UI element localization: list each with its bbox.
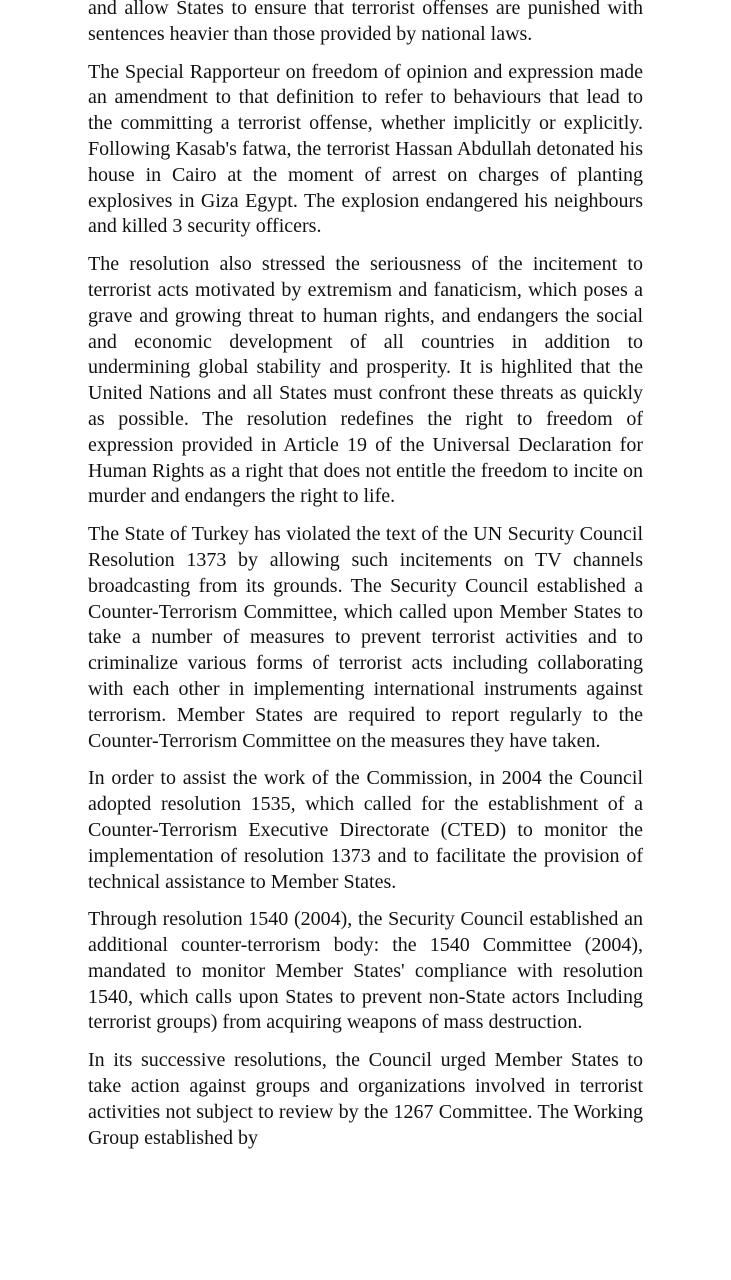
paragraph-successive-resolutions: In its successive resolutions, the Council urged Member States to take action against groups and organizations involved in terrorist activities not subject to review by the 1267 Committee. The Working Group established by [88,1049,643,1149]
document-page [88,0,643,1163]
paragraph-resolution-incitement: The resolution also stressed the seriousness of the incitement to terrorist acts motivated by extremism and fanaticism, which poses a grave and growing threat to human rights, and endangers the social and economic development of all countries in addition to undermining global stability and prosperity. It is highlited that the United Nations and all States must confront these threats as quickly as possible. The resolution redefines the right to freedom of expression provided in Article 19 of the Universal Declaration for Human Rights as a right that does not entitle the freedom to incite on murder and endangers the right to life. [88,253,643,508]
paragraph-special-rapporteur: The Special Rapporteur on freedom of opinion and expression made an amendment to that definition to refer to behaviours that lead to the committing a terrorist offense, whether implicitly or explicitly. Following Kasab's fatwa, the terrorist Hassan Abdullah detonated his house in Cairo at the moment of arrest on charges of planting explosives in Giza Egypt. The explosion endangered his neighbours and killed 3 security officers. [88,60,643,238]
paragraph-turkey-violation: The State of Turkey has violated the text of the UN Security Council Resolution 1373 by allowing such incitements on TV channels broadcasting from its grounds. The Security Council established a Counter-Terrorism Committee, which called upon Member States to take a number of measures to prevent terrorist activities and to criminalize various forms of terrorist acts including collaborating with each other in implementing international instruments against terrorism. Member States are required to report regularly to the Counter-Terrorism Committee on the measures they have taken. [88,523,643,752]
paragraph-punishment: and allow States to ensure that terrorist offenses are punished with sentences heavier than those provided by national laws. [88,0,643,45]
paragraph-resolution-1540: Through resolution 1540 (2004), the Security Council established an additional counter-terrorism body: the 1540 Committee (2004), mandated to monitor Member States' compliance with resolution 1540, which calls upon States to prevent non-State actors Including terrorist groups) from acquiring weapons of mass destruction. [88,908,643,1034]
paragraph-resolution-1535: In order to assist the work of the Commission, in 2004 the Council adopted resolution 1535, which called for the establishment of a Counter-Terrorism Executive Directorate (CTED) to monitor the implementation of resolution 1373 and to facilitate the provision of technical assistance to Member States. [88,767,643,893]
